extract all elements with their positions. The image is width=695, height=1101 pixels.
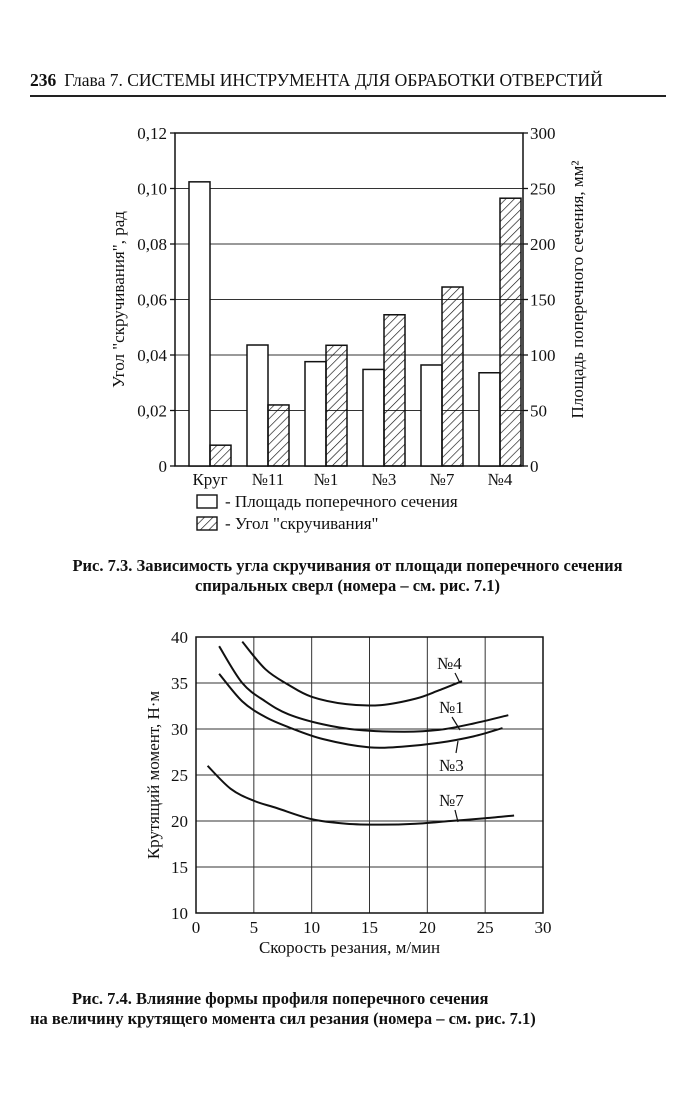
y-left-tick-label: 0,10: [137, 179, 167, 199]
x-category-label: №1: [313, 470, 339, 489]
curve-label-leader: [455, 673, 460, 683]
y-tick-label: 25: [171, 766, 188, 785]
y-axis-title: Крутящий момент, Н·м: [144, 690, 163, 860]
y-left-tick-label: 0,02: [137, 401, 167, 421]
page-header-title: Глава 7. СИСТЕМЫ ИНСТРУМЕНТА ДЛЯ ОБРАБОТКИ ОТВЕРСТИЙ: [64, 70, 603, 90]
y-left-tick-label: 0,12: [137, 124, 167, 143]
x-category-label: №11: [251, 470, 285, 489]
x-category-label: №7: [429, 470, 455, 489]
x-tick-label: 15: [361, 918, 378, 937]
x-tick-label: 25: [476, 918, 494, 937]
x-category-label: №3: [371, 470, 397, 489]
y-left-tick-label: 0,06: [137, 290, 167, 310]
x-category-label: Круг: [192, 470, 228, 489]
y-tick-label: 15: [171, 858, 188, 877]
curve-label-no7: №7: [439, 791, 464, 810]
y-tick-label: 10: [171, 904, 188, 923]
curve-label-no1: №1: [439, 698, 464, 717]
y-left-tick-label: 0: [158, 457, 167, 476]
y-right-tick-label: 50: [530, 401, 547, 421]
curve-label-leader: [456, 741, 458, 753]
y-tick-label: 40: [171, 628, 188, 647]
y-tick-label: 30: [171, 720, 188, 739]
y-tick-label: 20: [171, 812, 188, 831]
x-tick-label: 30: [534, 918, 552, 937]
y-tick-label: 35: [171, 674, 188, 693]
x-tick-label: 10: [303, 918, 321, 937]
y-left-axis-title: Угол "скручивания", рад: [109, 211, 128, 388]
curve-no4: [242, 642, 462, 706]
legend-label-angle: - Угол "скручивания": [225, 514, 379, 533]
y-right-tick-label: 300: [530, 124, 556, 143]
curve-no1: [219, 646, 508, 732]
legend-label-area: - Площадь поперечного сечения: [225, 492, 458, 511]
curve-label-no4: №4: [437, 654, 462, 673]
y-right-tick-label: 0: [530, 457, 539, 476]
y-right-tick-label: 250: [530, 179, 556, 199]
page-number: 236: [30, 70, 57, 90]
figure-7-4-caption-line-2: на величину крутящего момента сил резания (номера – см. рис. 7.1): [30, 1009, 536, 1028]
y-left-tick-label: 0,08: [137, 235, 167, 254]
y-right-axis-title: Площадь поперечного сечения, мм²: [568, 160, 587, 419]
x-tick-label: 20: [418, 918, 436, 937]
y-right-tick-label: 150: [530, 290, 556, 310]
figure-7-3-caption: Рис. 7.3. Зависимость угла скручивания от площади поперечного сечения спиральных сверл (номера – см. рис. 7.1): [72, 556, 623, 595]
curve-label-no3: №3: [439, 756, 464, 775]
y-left-tick-label: 0,04: [137, 346, 167, 365]
x-axis-title: Скорость резания, м/мин: [258, 938, 441, 957]
x-category-label: №4: [487, 470, 513, 489]
figure-7-4-caption-line-1: Рис. 7.4. Влияние формы профиля поперечного сечения: [72, 989, 489, 1008]
y-right-tick-label: 200: [530, 235, 556, 254]
x-tick-label: 0: [191, 918, 201, 937]
y-right-tick-label: 100: [530, 346, 556, 365]
x-tick-label: 5: [249, 918, 259, 937]
